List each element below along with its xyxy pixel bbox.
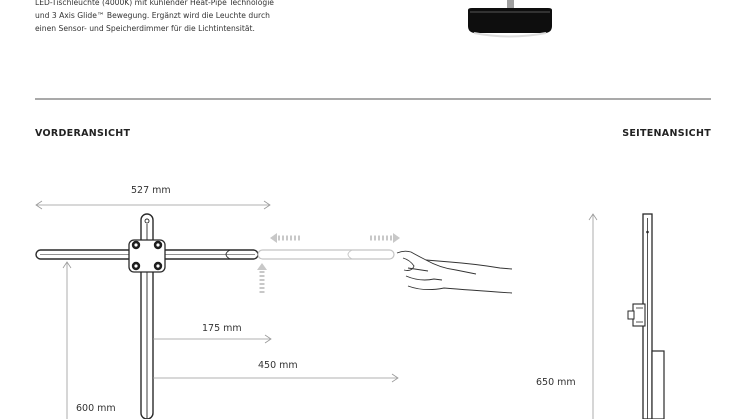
front-view-heading: VORDERANSICHT	[35, 128, 131, 139]
reach-dimension-line	[153, 374, 398, 382]
side-height-dimension-label: 650 mm	[536, 377, 576, 388]
movement-arrows	[257, 233, 400, 293]
lamp-arm-extended-ghost	[258, 250, 394, 259]
width-dimension-label: 527 mm	[131, 185, 171, 196]
front-height-dimension-line	[63, 262, 71, 419]
reach-dimension-label: 450 mm	[258, 360, 298, 371]
side-view-heading: SEITENANSICHT	[622, 128, 711, 139]
arm-offset-dimension-line	[153, 335, 271, 343]
side-height-dimension-line	[589, 214, 597, 419]
front-height-dimension-label: 600 mm	[76, 403, 116, 414]
lamp-base-photo	[468, 0, 552, 37]
side-view-lamp	[628, 214, 664, 419]
lamp-joint	[129, 240, 165, 272]
description-line: und 3 Axis Glide™ Bewegung. Ergänzt wird die Leuchte durch	[35, 11, 270, 20]
description-line: einen Sensor- und Speicherdimmer für die Lichtintensität.	[35, 24, 255, 33]
hand-illustration	[397, 251, 512, 293]
width-dimension-line	[36, 201, 270, 209]
description-line: LED-Tischleuchte (4000K) mit kühlender Heat-Pipe Technologie	[35, 0, 274, 7]
arm-offset-dimension-label: 175 mm	[202, 323, 242, 334]
